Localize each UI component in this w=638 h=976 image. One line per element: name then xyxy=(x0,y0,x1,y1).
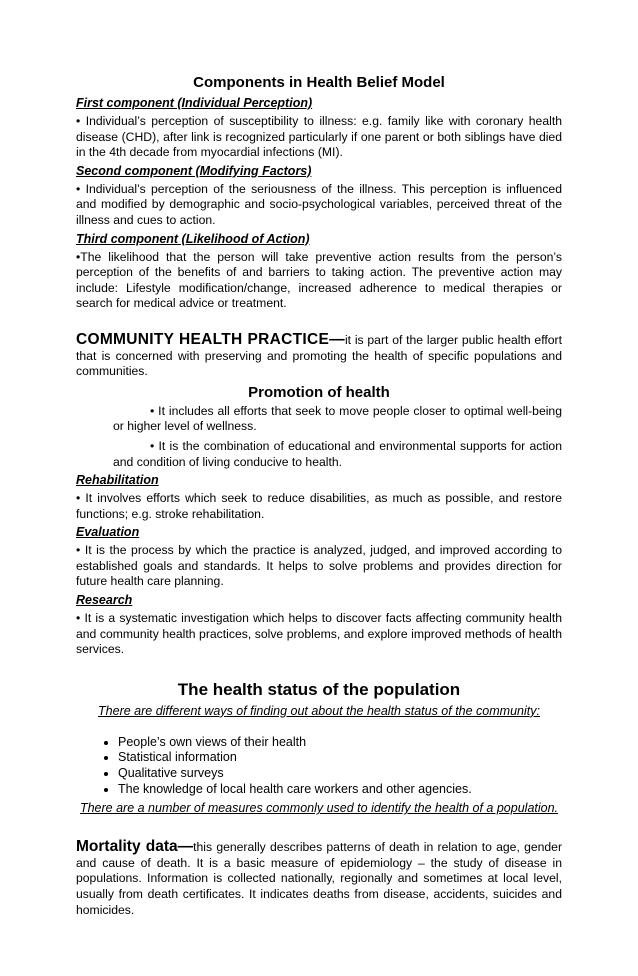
community-health-practice-paragraph xyxy=(76,332,562,380)
section-spacer xyxy=(76,312,562,329)
measures-statement: There are a number of measures commonly used to identify the health of a population. xyxy=(79,801,559,816)
mortality-paragraph xyxy=(76,839,562,918)
promotion-point-2: • It is the combination of educational and environmental supports for action and condition of living conducive to health. xyxy=(113,438,562,469)
mortality-text: this generally describes patterns of death in relation to age, gender and cause of death. It is a basic measure of epidemiology – the study of disease in populations. Information is collected nationally, regionally and sometimes at local level, usually from death certificates. It indicates deaths from disease, accidents, suicides and homicides. xyxy=(76,840,563,917)
health-status-intro: There are different ways of finding out about the health status of the community: xyxy=(98,703,540,718)
health-status-title: The health status of the population xyxy=(177,679,461,699)
rehabilitation-heading: Rehabilitation xyxy=(76,473,159,488)
hbm-title: Components in Health Belief Model xyxy=(193,74,445,91)
third-component-text: •The likelihood that the person will take preventive action results from the person’s perception of the benefits of and barriers to taking action. The preventive action may include: Lifestyle modification/change, increased adherence to medical therapies or search for medical advice or treatment. xyxy=(76,249,562,311)
second-component-heading: Second component (Modifying Factors) xyxy=(76,163,312,178)
first-component-heading: First component (Individual Perception) xyxy=(76,96,313,110)
second-component-text: • Individual’s perception of the seriousness of the illness. This perception is influenced and modified by demographic and socio-psychological variables, perceived threat of the illness and cues to action. xyxy=(76,181,562,227)
section-spacer xyxy=(76,816,562,836)
community-health-practice-text: it is part of the larger public health effort that is concerned with preserving and promoting the health of specific populations and communities. xyxy=(76,332,562,379)
list-item: • Statistical information xyxy=(118,750,562,766)
first-component-text: • Individual’s perception of susceptibility to illness: e.g. family like with coronary health disease (CHD), after link is recognized particularly if one parent or both siblings have died in the 4th decade from myocardial infections (MI). xyxy=(76,114,562,160)
list-item: • People’s own views of their health xyxy=(118,735,562,751)
mortality-heading: Mortality data— xyxy=(76,838,194,856)
evaluation-heading: Evaluation xyxy=(76,525,140,540)
research-heading: Research xyxy=(76,593,133,608)
community-health-practice-heading: COMMUNITY HEALTH PRACTICE— xyxy=(76,330,345,348)
health-status-list xyxy=(76,735,562,797)
third-component-heading: Third component (Likelihood of Action) xyxy=(76,231,310,246)
evaluation-text: • It is the process by which the practice is analyzed, judged, and improved according to established goals and standards. It helps to solve problems and provides direction for future health care planning. xyxy=(76,543,562,589)
promotion-of-health-title: Promotion of health xyxy=(248,383,390,401)
list-item: • The knowledge of local health care workers and other agencies. xyxy=(118,782,562,798)
promotion-point-1: • It includes all efforts that seek to move people closer to optimal well-being or higher level of wellness. xyxy=(113,403,562,434)
list-item: • Qualitative surveys xyxy=(118,766,562,782)
rehabilitation-text: • It involves efforts which seek to reduce disabilities, as much as possible, and restore functions; e.g. stroke rehabilitation. xyxy=(76,491,562,521)
research-text: • It is a systematic investigation which helps to discover facts affecting community health and community health practices, solve problems, and explore improved methods of health services. xyxy=(76,611,562,657)
